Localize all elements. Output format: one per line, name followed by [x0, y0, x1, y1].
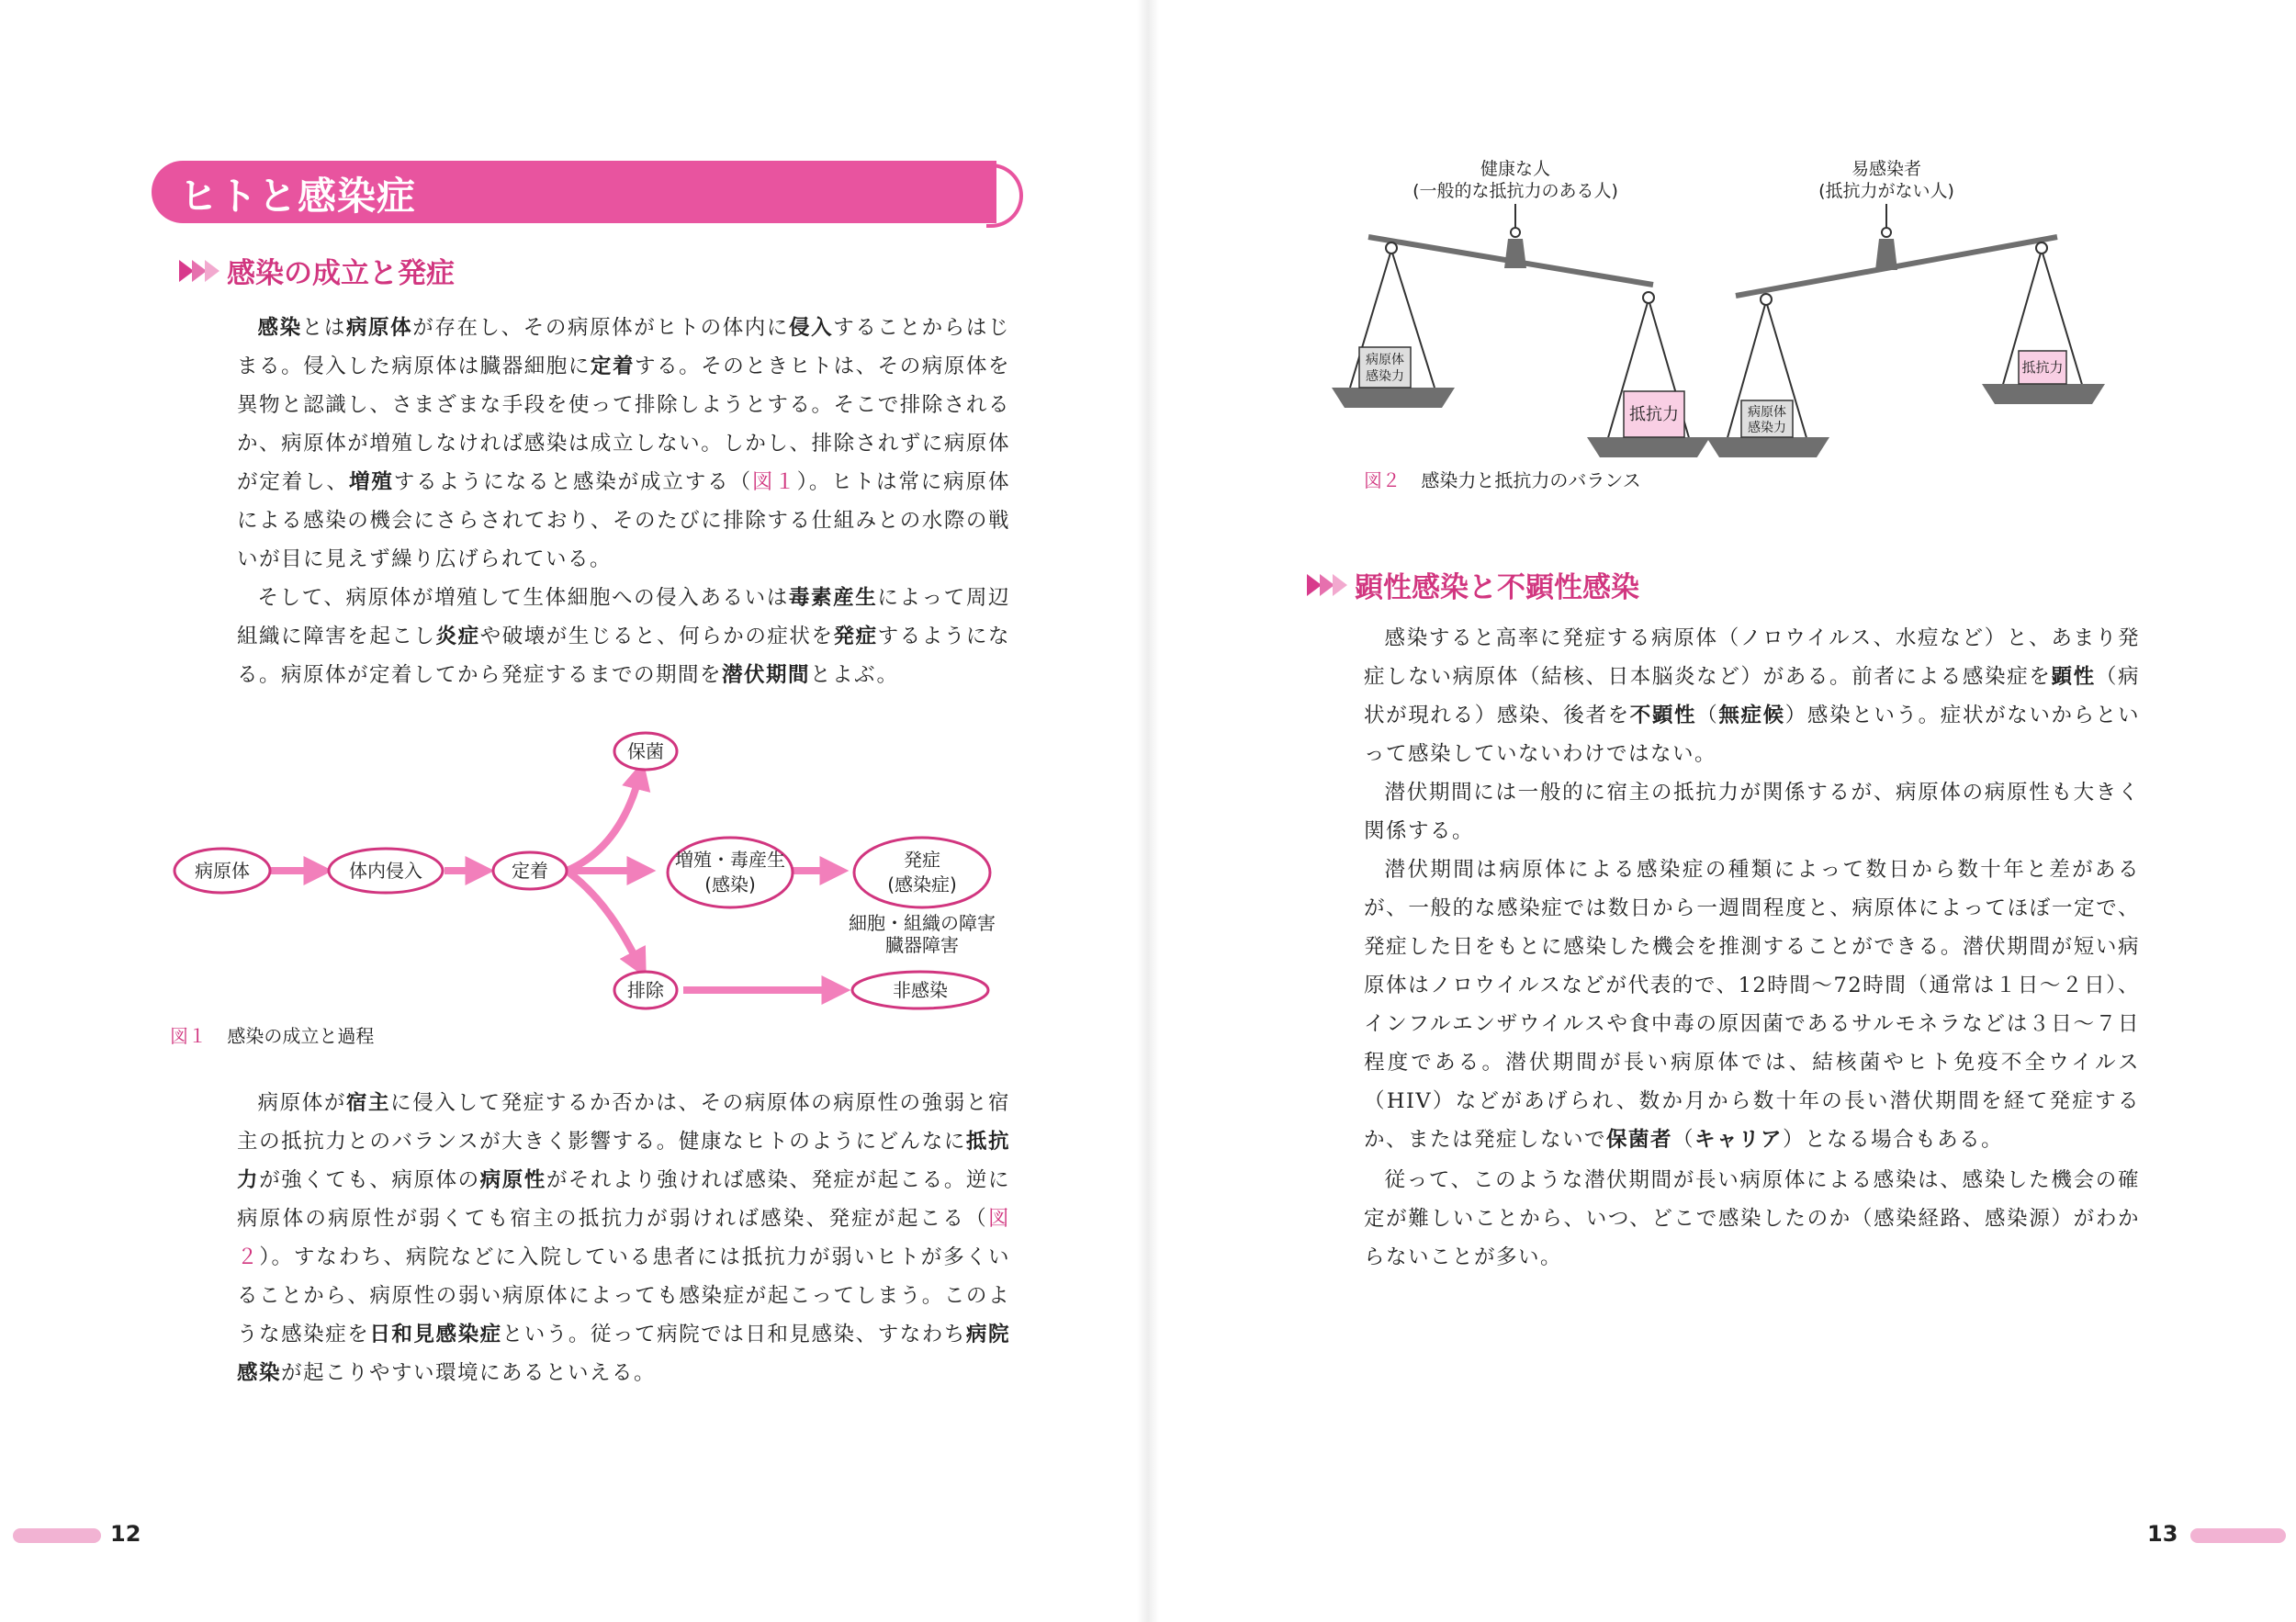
text-run: ）となる場合もある。 [1783, 1128, 2004, 1152]
bold-term: 病原体 [345, 316, 413, 340]
text-run: （ [1696, 704, 1719, 727]
paragraph-3 [237, 1084, 1010, 1392]
bold-term: 宿主 [345, 1091, 391, 1115]
heading-apparent-infection [1307, 564, 1639, 605]
label-non-infection: 非感染 [893, 979, 948, 1001]
figure-2-caption-text: 感染力と抵抗力のバランス [1421, 469, 1641, 491]
bold-term: 定着 [590, 355, 636, 378]
weight-pathogen-label-2-right: 感染力 [1748, 421, 1786, 435]
text-run: が起こりやすい環境にあるといえる。 [281, 1361, 657, 1385]
paragraph-7 [1364, 1161, 2140, 1277]
figure-2-label: 図２ [1364, 469, 1401, 491]
left-scale-title-2: (一般的な抵抗力のある人) [1412, 181, 1618, 201]
right-scale-title-1: 易感染者 [1851, 159, 1922, 179]
figure-2-caption [1364, 466, 1641, 492]
label-proliferation-2: (感染) [704, 873, 756, 895]
label-fixation: 定着 [512, 860, 548, 882]
text-run: に侵入して発症するか否かは、その病原体の病原性の強弱と宿主の抵抗力とのバランスが大きく影響する。健康なヒトのようにどんなに [237, 1091, 1010, 1154]
note-organ-damage: 臓器障害 [885, 934, 959, 956]
label-pathogen: 病原体 [195, 860, 250, 882]
bold-term: 炎症 [435, 625, 480, 648]
section-title-banner [152, 161, 996, 223]
bold-term: 顕性 [2051, 665, 2096, 689]
bold-term: 増殖 [348, 470, 394, 494]
paragraph-1 [237, 309, 1010, 579]
figure-1-flow-diagram [0, 716, 1148, 1056]
bold-term: 無症候 [1718, 704, 1785, 727]
bold-term: 感染 [257, 316, 302, 340]
weight-resistance-label: 抵抗力 [1629, 405, 1679, 424]
label-carrier: 保菌 [627, 740, 664, 762]
text-run: が強くても、病原体の [259, 1168, 480, 1192]
paragraph-6 [1364, 850, 2140, 1159]
scale-susceptible [1706, 204, 2105, 457]
scale-healthy [1332, 204, 1710, 457]
text-run: （病状が現れる）感染、後者を [1364, 665, 2140, 727]
bold-term: キャリア [1694, 1128, 1784, 1152]
paragraph-2 [237, 579, 1010, 694]
bold-term: 潜伏期間 [722, 663, 811, 687]
bold-term: 病原性 [479, 1168, 546, 1192]
text-run: するようになると感染が成立する（ [393, 470, 752, 494]
bold-term: 病院感染 [237, 1323, 1010, 1385]
text-run: がそれより強ければ感染、発症が起こる。逆に病原体の病原性が弱くても宿主の抵抗力が弱ければ感染、発症が起こる（ [237, 1168, 1010, 1231]
label-proliferation-1: 増殖・毒産生 [675, 849, 785, 871]
text-run: ）。すなわち、病院などに入院している患者には抵抗力が弱いヒトが多くいることから、病原性の弱い病原体によっても感染症が起こってしまう。このような感染症を [237, 1245, 1010, 1346]
text-run: が存在し、その病原体がヒトの体内に [412, 316, 790, 340]
page-bar-left [13, 1528, 101, 1543]
weight-pathogen-label-1: 病原体 [1366, 353, 1404, 367]
bold-term: 抵抗力 [237, 1130, 1010, 1192]
text-run: という。従って病院では日和見感染、すなわち [501, 1323, 966, 1346]
heading-text: 感染の成立と発症 [227, 257, 455, 290]
page-number-right: 13 [2147, 1521, 2178, 1547]
text-run: するようになる。病原体が定着してから発症するまでの期間を [237, 625, 1010, 687]
bold-term: 日和見感染症 [369, 1323, 502, 1346]
heading-infection-onset [179, 250, 455, 291]
text-run: ）。ヒトは常に病原体による感染の機会にさらされており、そのたびに排除する仕組みとの水際の戦いが目に見えず繰り広げられている。 [237, 470, 1010, 571]
bold-term: 保菌者 [1606, 1128, 1673, 1152]
label-onset-1: 発症 [904, 849, 940, 871]
heading-text: 顕性感染と不顕性感染 [1355, 571, 1639, 604]
text-run: （ [1672, 1128, 1695, 1152]
left-scale-title-1: 健康な人 [1480, 159, 1551, 179]
paragraph-5 [1364, 773, 2140, 850]
section-title-banner-cap [986, 163, 1023, 228]
page-number-left: 12 [110, 1521, 141, 1547]
text-run: 潜伏期間は病原体による感染症の種類によって数日から数十年と差があるが、一般的な感染症では数日から一週間程度と、病原体によってほぼ一定で、発症した日をもとに感染した機会を推測することができる。潜伏期間が短い病原体はノロウイルスなどが代表的で、12時間〜72時間（通常は１日〜２日）、インフルエンザウイルスや食中毒の原因菌であるサルモネラなどは３日〜７日程度である。潜伏期間が長い病原体では、結核菌やヒト免疫不全ウイルス（HIV）などがあげられ、数か月から数十年の長い潜伏期間を経て発症するか、または発症しないで [1364, 858, 2140, 1152]
text-run: そして、病原体が増殖して生体細胞への侵入あるいは [257, 586, 789, 610]
page-bar-right [2190, 1528, 2286, 1543]
bold-term: 発症 [833, 625, 878, 648]
triple-arrow-icon [179, 260, 218, 282]
figure-1-label: 図１ [170, 1025, 207, 1047]
section-title: ヒトと感染症 [179, 174, 417, 219]
right-scale-title-2: (抵抗力がない人) [1818, 181, 1954, 201]
text-run: 感染すると高率に発症する病原体（ノロウイルス、水痘など）と、あまり発症しない病原体（結核、日本脳炎など）がある。前者による感染症を [1364, 626, 2140, 689]
weight-pathogen-label-2: 感染力 [1366, 369, 1404, 384]
weight-resistance-label-right: 抵抗力 [2021, 359, 2064, 376]
figure-reference: 図２ [237, 1207, 1010, 1269]
note-cell-damage: 細胞・組織の障害 [849, 912, 996, 934]
text-run: することからはじまる。侵入した病原体は臓器細胞に [237, 316, 1010, 378]
label-exclusion: 排除 [627, 979, 664, 1001]
figure-reference: 図１ [751, 470, 797, 494]
bold-term: 侵入 [789, 316, 834, 340]
text-run: とよぶ。 [810, 663, 899, 687]
text-run: ）感染という。症状がないからといって感染していないわけではない。 [1364, 704, 2140, 766]
text-run: とは [301, 316, 346, 340]
triple-arrow-icon [1307, 574, 1345, 596]
weight-pathogen-label-1-right: 病原体 [1748, 405, 1786, 420]
text-run: によって周辺組織に障害を起こし [237, 586, 1010, 648]
bold-term: 不顕性 [1629, 704, 1697, 727]
text-run: 従って、このような潜伏期間が長い病原体による感染は、感染した機会の確定が難しいことから、いつ、どこで感染したのか（感染経路、感染源）がわからないことが多い。 [1364, 1168, 2140, 1269]
text-run: する。そのときヒトは、その病原体を異物と認識し、さまざまな手段を使って排除しようとする。そこで排除されるか、病原体が増殖しなければ感染は成立しない。しかし、排除されずに病原体が定着し、 [237, 355, 1010, 494]
text-run: 潜伏期間には一般的に宿主の抵抗力が関係するが、病原体の病原性も大きく関係する。 [1364, 781, 2140, 843]
label-invasion: 体内侵入 [349, 860, 422, 882]
text-run: 病原体が [257, 1091, 346, 1115]
right-page [1148, 0, 2296, 1622]
text-run: や破壊が生じると、何らかの症状を [479, 625, 834, 648]
bold-term: 毒素産生 [788, 586, 878, 610]
paragraph-4 [1364, 619, 2140, 773]
figure-2-balance-diagram [1332, 147, 2158, 459]
figure-1-caption [170, 1021, 374, 1048]
label-onset-2: (感染症) [887, 873, 957, 895]
figure-1-caption-text: 感染の成立と過程 [227, 1025, 375, 1047]
